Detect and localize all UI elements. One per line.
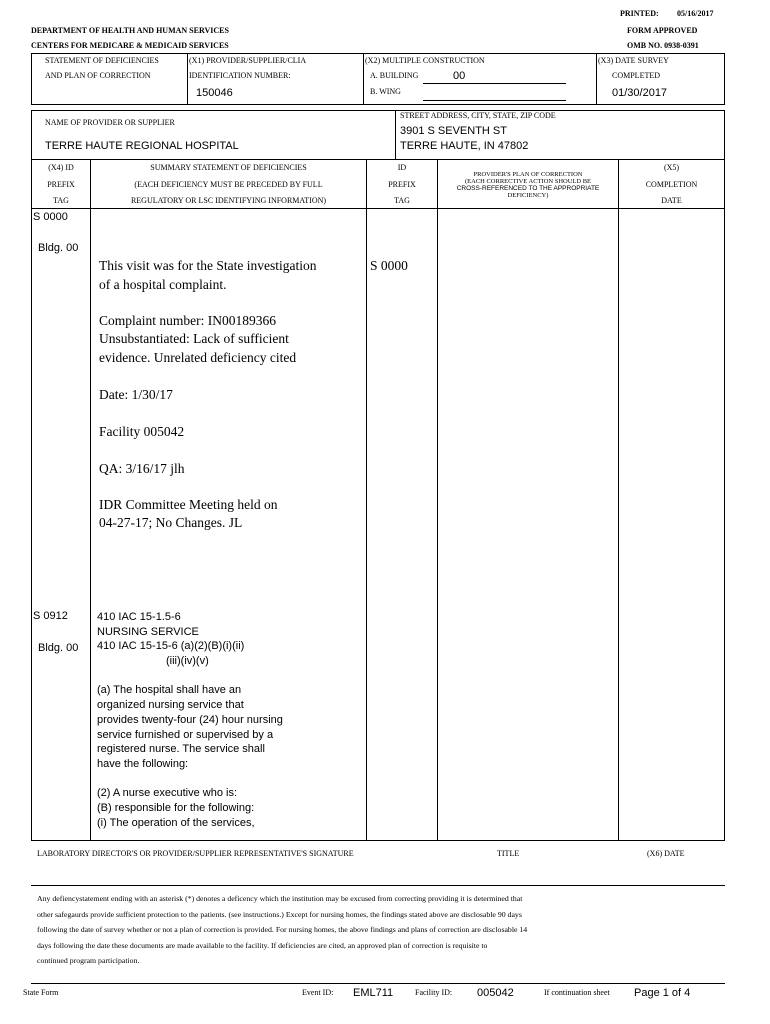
idr-line-1: IDR Committee Meeting held on (99, 497, 278, 512)
complaint-line-3: evidence. Unrelated deficiency cited (99, 350, 297, 365)
provider-id-value: 150046 (196, 87, 233, 99)
x3-label-2: COMPLETED (612, 71, 660, 80)
address-line-2: TERRE HAUTE, IN 47802 (400, 140, 529, 152)
building-tag-1: Bldg. 00 (38, 242, 79, 254)
x2-label: (X2) MULTIPLE CONSTRUCTION (365, 56, 485, 65)
department-title: DEPARTMENT OF HEALTH AND HUMAN SERVICES (31, 26, 229, 35)
rule (187, 53, 188, 105)
rule (31, 53, 32, 105)
rule (31, 840, 725, 841)
centers-title: CENTERS FOR MEDICARE & MEDICAID SERVICES (31, 41, 229, 50)
requirement-line-6: have the following: (97, 758, 189, 770)
x5-header-2: COMPLETION (645, 180, 698, 189)
address-line-1: 3901 S SEVENTH ST (400, 125, 507, 137)
state-form-label: State Form (23, 988, 59, 997)
x5-header-3: DATE (661, 196, 682, 205)
date-text: Date: 1/30/17 (99, 387, 173, 402)
x5-header-1: (X5) (663, 163, 680, 172)
regulation-line-3: 410 IAC 15-15-6 (a)(2)(B)(i)(ii) (97, 640, 245, 652)
statement-label-1: STATEMENT OF DEFICIENCIES (45, 56, 159, 65)
facility-id-value: 005042 (477, 987, 514, 999)
x1-label-2: IDENTIFICATION NUMBER: (189, 71, 291, 80)
plan-header-1: PROVIDER'S PLAN OF CORRECTION (473, 171, 583, 178)
rule (31, 885, 725, 886)
rule (366, 208, 367, 841)
rule (724, 208, 725, 841)
rule (31, 159, 725, 160)
rule (31, 110, 725, 111)
rule (618, 208, 619, 841)
nurse-line-3: (i) The operation of the services, (97, 817, 255, 829)
facility-id-label: Facility ID: (415, 988, 453, 997)
requirement-line-5: registered nurse. The service shall (97, 743, 265, 755)
rule (395, 110, 396, 160)
regulation-line-2: NURSING SERVICE (97, 626, 199, 638)
summary-header-3: REGULATORY OR LSC IDENTIFYING INFORMATION) (130, 196, 327, 205)
x3-label-1: (X3) DATE SURVEY (598, 56, 669, 65)
rule (423, 83, 566, 84)
signature-label: LABORATORY DIRECTOR'S OR PROVIDER/SUPPLIER REPRESENTATIVE'S SIGNATURE (37, 849, 354, 858)
rule (724, 160, 725, 212)
rule (31, 104, 725, 105)
requirement-line-4: service furnished or supervised by a (97, 729, 274, 741)
requirement-line-1: (a) The hospital shall have an (97, 684, 242, 696)
provider-name-value: TERRE HAUTE REGIONAL HOSPITAL (45, 140, 239, 152)
rule (363, 53, 364, 105)
plan-header-4: DEFICIENCY) (507, 192, 549, 199)
id-header-1: ID (397, 163, 407, 172)
building-label: A. BUILDING (370, 71, 419, 80)
tag-s0912: S 0912 (33, 610, 68, 622)
id-header-2: PREFIX (388, 180, 416, 189)
page-number: Page 1 of 4 (634, 987, 691, 999)
statement-label-2: AND PLAN OF CORRECTION (45, 71, 151, 80)
regulation-line-4: (iii)(iv)(v) (166, 655, 209, 667)
rule (31, 208, 32, 841)
complaint-line-1: Complaint number: IN00189366 (99, 313, 276, 328)
plan-header-2: (EACH CORRECTIVE ACTION SHOULD BE (464, 178, 592, 185)
form-approved: FORM APPROVED (627, 26, 698, 35)
requirement-line-3: provides twenty-four (24) hour nursing (97, 714, 283, 726)
address-label: STREET ADDRESS, CITY, STATE, ZIP CODE (400, 111, 556, 120)
id-header-3: TAG (394, 196, 410, 205)
x4-header-3: TAG (53, 196, 69, 205)
rule (724, 53, 725, 105)
building-tag-2: Bldg. 00 (38, 642, 79, 654)
rule (423, 100, 566, 101)
disclaimer-line-5: continued program participation. (37, 956, 140, 965)
printed-label: PRINTED: (620, 9, 659, 18)
summary-header-2: (EACH DEFICIENCY MUST BE PRECEDED BY FULL (134, 180, 323, 189)
idr-line-2: 04-27-17; No Changes. JL (99, 515, 243, 530)
qa-text: QA: 3/16/17 jlh (99, 461, 185, 476)
requirement-line-2: organized nursing service that (97, 699, 244, 711)
omb-number: OMB NO. 0938-0391 (627, 41, 699, 50)
nurse-line-1: (2) A nurse executive who is: (97, 787, 238, 799)
disclaimer-line-4: days following the date these documents are made available to the facility. If deficiencies are cited, an approved plan of correction is requisite to (37, 940, 488, 950)
rule (596, 53, 597, 105)
building-value: 00 (453, 70, 466, 82)
printed-date: 05/16/2017 (677, 9, 714, 18)
tag-s0000: S 0000 (33, 211, 68, 223)
x6-date-label: (X6) DATE (647, 849, 685, 858)
wing-label: B. WING (370, 87, 401, 96)
disclaimer (37, 891, 727, 969)
survey-date-value: 01/30/2017 (612, 87, 668, 99)
plan-header-3: CROSS-REFERENCED TO THE APPROPRIATE (456, 185, 600, 192)
provider-name-label: NAME OF PROVIDER OR SUPPLIER (45, 118, 175, 127)
visit-line-1: This visit was for the State investigation (99, 258, 317, 273)
complaint-line-2: Unsubstantiated: Lack of sufficient (99, 331, 289, 346)
x4-header-1: (X4) ID (48, 163, 74, 172)
regulation-line-1: 410 IAC 15-1.5-6 (97, 611, 181, 623)
rule (724, 110, 725, 160)
summary-header-1: SUMMARY STATEMENT OF DEFICIENCIES (150, 163, 307, 172)
rule (31, 208, 725, 209)
prefix-tag-s0000: S 0000 (370, 258, 408, 273)
x4-header-2: PREFIX (47, 180, 75, 189)
rule (31, 110, 32, 160)
rule (31, 983, 725, 984)
event-id-label: Event ID: (302, 988, 334, 997)
rule (90, 208, 91, 841)
continuation-label: If continuation sheet (544, 988, 610, 997)
disclaimer-line-2: other safegaurds provide sufficient protection to the patients. (see instructions.) Except for nursing homes, the findings stated above are disclosable 90 days (37, 909, 522, 919)
title-label: TITLE (497, 849, 520, 858)
rule (31, 53, 725, 54)
facility-text: Facility 005042 (99, 424, 185, 439)
rule (437, 208, 438, 841)
nurse-line-2: (B) responsible for the following: (97, 802, 255, 814)
event-id-value: EML711 (353, 987, 394, 999)
visit-line-2: of a hospital complaint. (99, 277, 227, 292)
disclaimer-line-3: following the date of survey whether or not a plan of correction is provided. For nursing homes, the above findings and plans of correction are disclosable 14 (37, 925, 528, 934)
disclaimer-line-1: Any defiencystatement ending with an asterisk (*) denotes a deficency which the institution may be excused from correcting providing it is determined that (37, 894, 523, 903)
x1-label-1: (X1) PROVIDER/SUPPLIER/CLIA (189, 56, 307, 65)
